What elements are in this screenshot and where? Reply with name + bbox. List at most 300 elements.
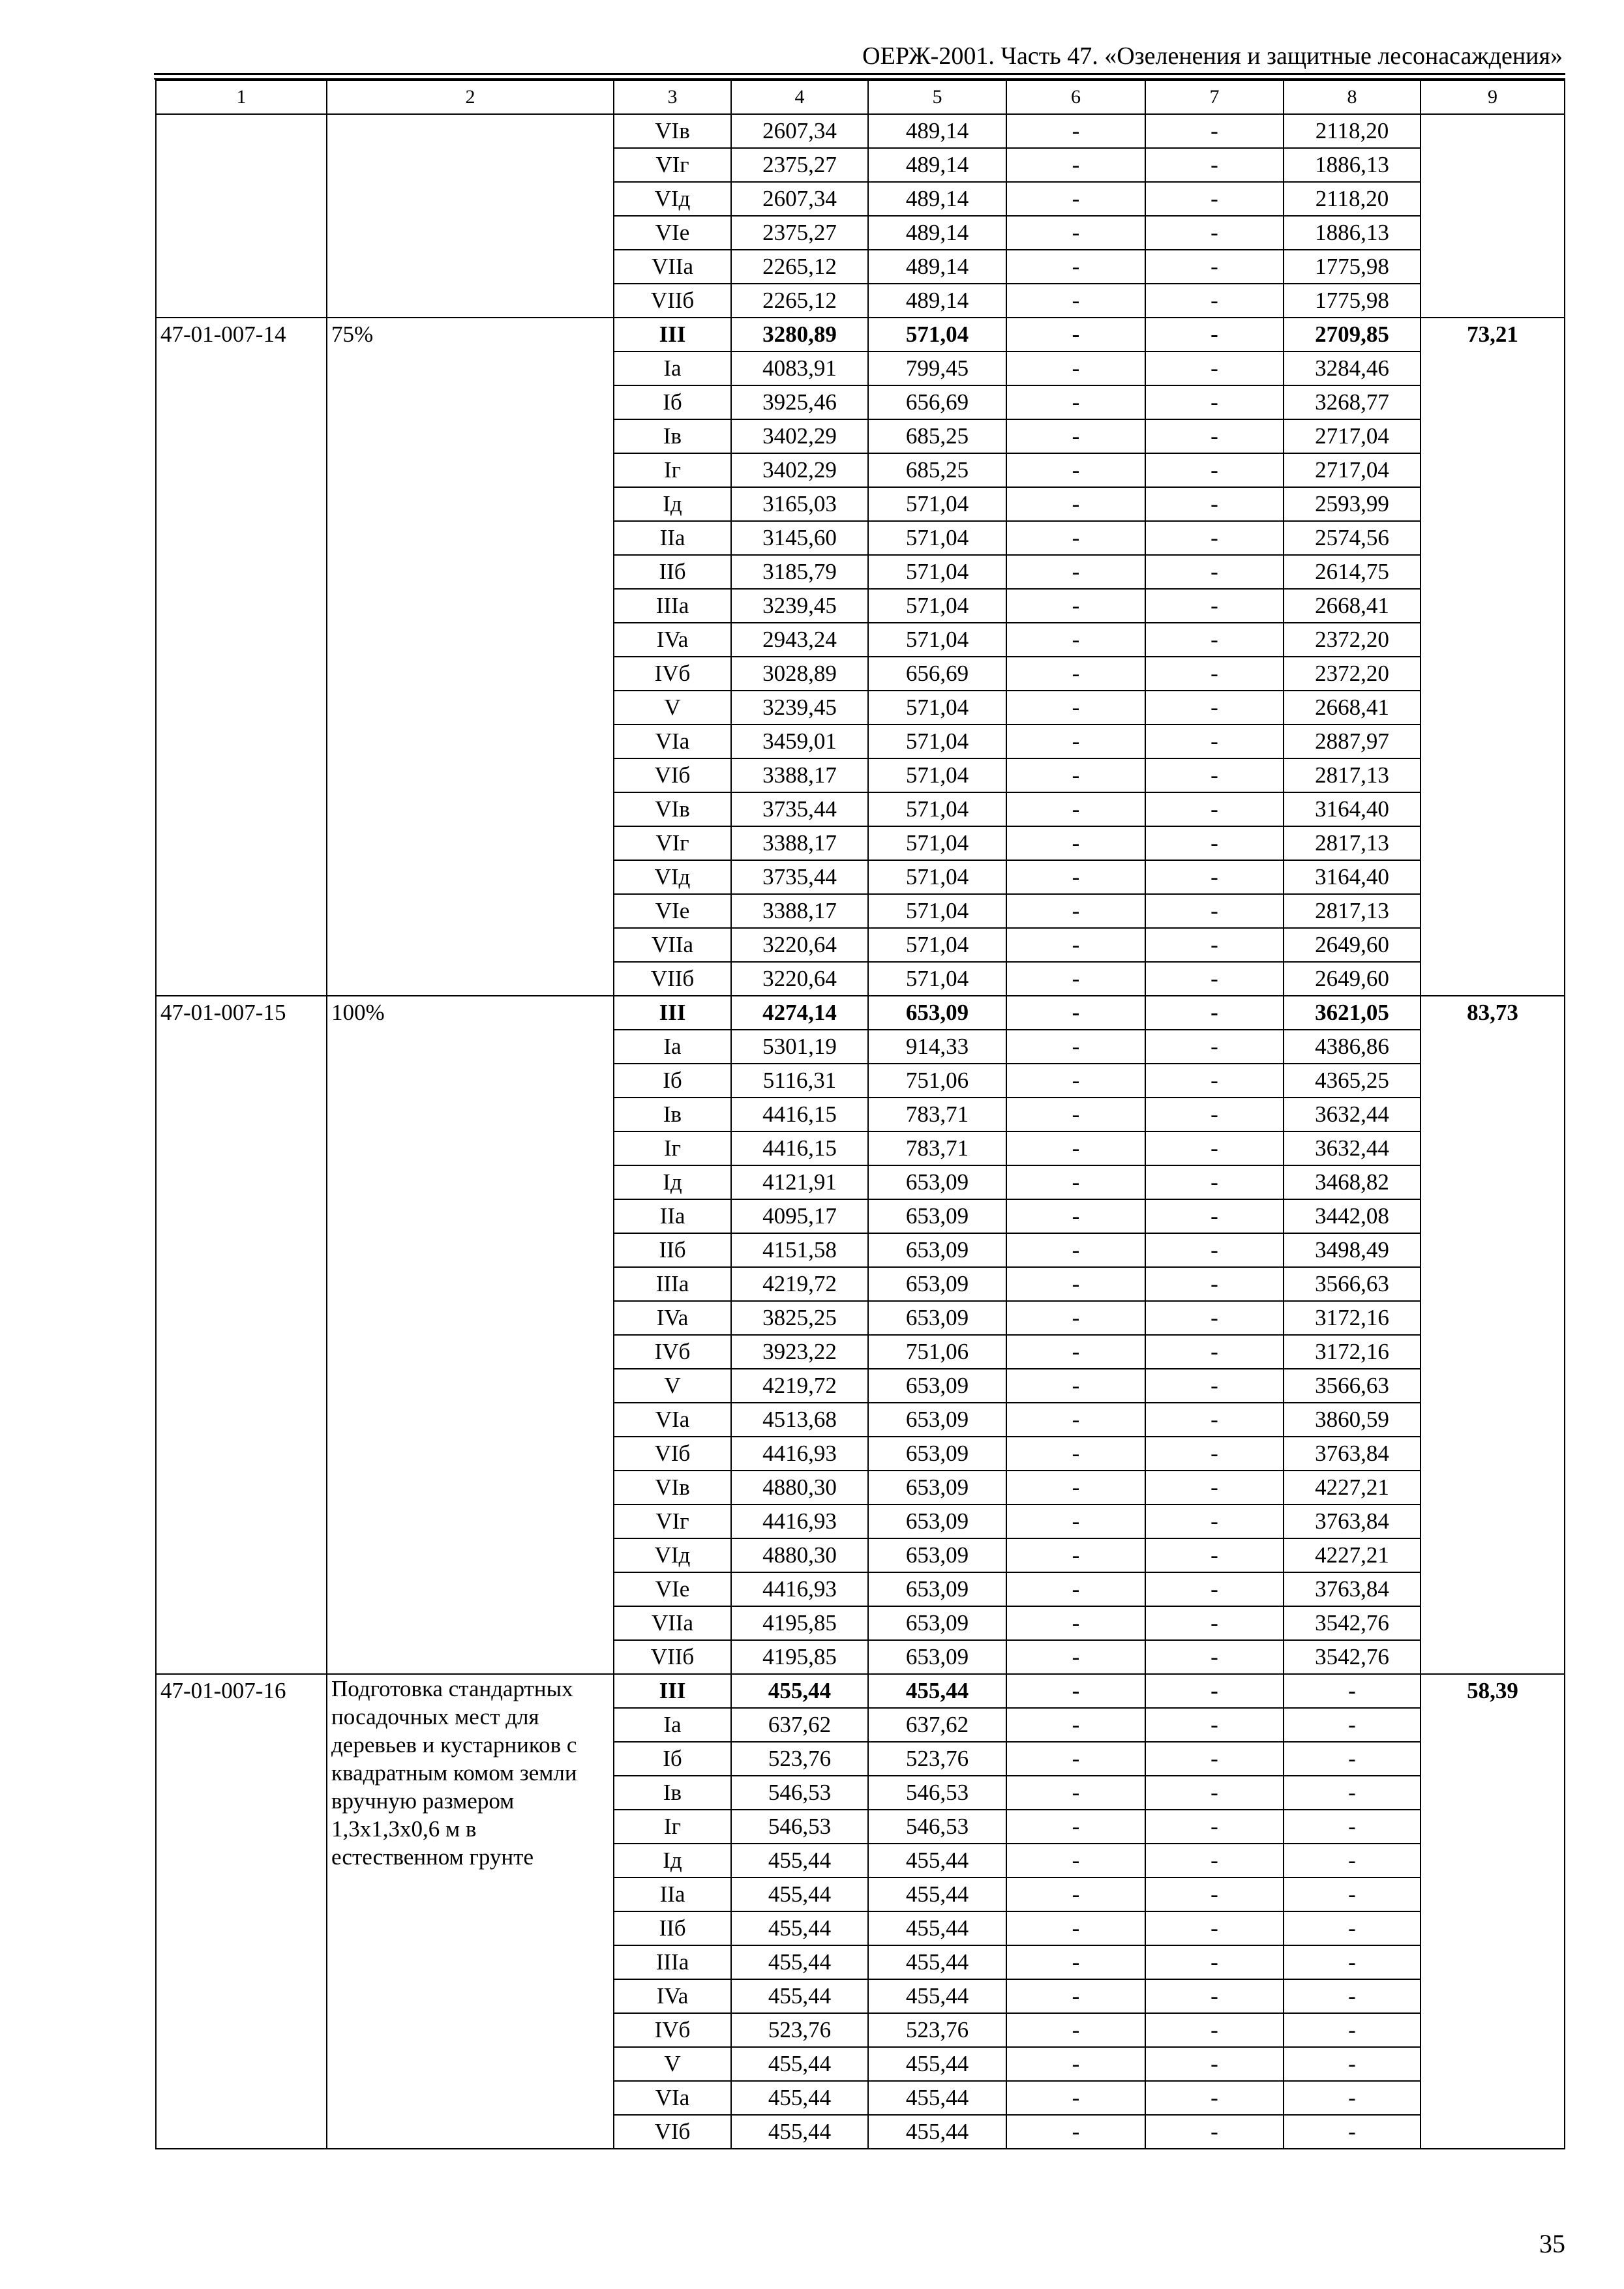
machines-cell: - [1006,385,1145,419]
materials-cell: 3542,76 [1284,1606,1421,1640]
zone-cell: VIг [614,826,731,860]
page-number: 35 [1539,2229,1565,2258]
column-number-cell: 2 [327,80,614,114]
driver-wages-cell: - [1145,2115,1284,2149]
zone-cell: VIв [614,114,731,148]
page-header: ОЕРЖ-2001. Часть 47. «Озеленения и защитные лесонасаждения» [862,42,1563,70]
total-cost-cell: 4219,72 [731,1369,868,1403]
machines-cell: - [1006,928,1145,962]
driver-wages-cell: - [1145,216,1284,250]
wages-cell: 637,62 [868,1708,1006,1742]
materials-cell: 3284,46 [1284,352,1421,385]
materials-cell: 2668,41 [1284,691,1421,725]
zone-cell: VIIa [614,928,731,962]
zone-cell: IVб [614,1335,731,1369]
zone-cell: VIб [614,758,731,792]
column-number-cell: 7 [1145,80,1284,114]
wages-cell: 653,09 [868,1369,1006,1403]
wages-cell: 546,53 [868,1810,1006,1844]
labor-cost-cell: 73,21 [1421,318,1565,996]
materials-cell: 4227,21 [1284,1538,1421,1572]
zone-cell: Iв [614,1098,731,1131]
zone-cell: Iд [614,1165,731,1199]
item-description: 75% [327,318,614,996]
machines-cell: - [1006,1199,1145,1233]
zone-cell: IIa [614,521,731,555]
materials-cell: 4227,21 [1284,1471,1421,1504]
machines-cell: - [1006,1606,1145,1640]
machines-cell: - [1006,1233,1145,1267]
zone-cell: IIб [614,555,731,589]
total-cost-cell: 4274,14 [731,996,868,1030]
materials-cell: - [1284,2047,1421,2081]
wages-cell: 455,44 [868,1674,1006,1708]
materials-cell: 2614,75 [1284,555,1421,589]
machines-cell: - [1006,487,1145,521]
wages-cell: 656,69 [868,657,1006,691]
total-cost-cell: 3239,45 [731,691,868,725]
materials-cell: 2593,99 [1284,487,1421,521]
column-number-cell: 3 [614,80,731,114]
wages-cell: 571,04 [868,521,1006,555]
total-cost-cell: 4121,91 [731,1165,868,1199]
materials-cell: 3621,05 [1284,996,1421,1030]
total-cost-cell: 3402,29 [731,453,868,487]
materials-cell: 2574,56 [1284,521,1421,555]
machines-cell: - [1006,1131,1145,1165]
column-number-cell: 6 [1006,80,1145,114]
zone-cell: Iд [614,1844,731,1878]
machines-cell: - [1006,860,1145,894]
zone-cell: IIa [614,1878,731,1911]
materials-cell: - [1284,2115,1421,2149]
machines-cell: - [1006,691,1145,725]
materials-cell: 1775,98 [1284,250,1421,284]
total-cost-cell: 4416,15 [731,1098,868,1131]
zone-cell: Iв [614,1776,731,1810]
materials-cell: - [1284,1878,1421,1911]
machines-cell: - [1006,419,1145,453]
wages-cell: 656,69 [868,385,1006,419]
driver-wages-cell: - [1145,182,1284,216]
driver-wages-cell: - [1145,1844,1284,1878]
driver-wages-cell: - [1145,148,1284,182]
driver-wages-cell: - [1145,1233,1284,1267]
materials-cell: 2817,13 [1284,826,1421,860]
machines-cell: - [1006,1742,1145,1776]
labor-cost-cell: 58,39 [1421,1674,1565,2149]
total-cost-cell: 546,53 [731,1776,868,1810]
machines-cell: - [1006,1165,1145,1199]
total-cost-cell: 3402,29 [731,419,868,453]
total-cost-cell: 3145,60 [731,521,868,555]
zone-cell: VIe [614,1572,731,1606]
materials-cell: - [1284,1810,1421,1844]
zone-cell: III [614,996,731,1030]
zone-cell: IIIa [614,1945,731,1979]
materials-cell: 3268,77 [1284,385,1421,419]
total-cost-cell: 2265,12 [731,284,868,318]
zone-cell: III [614,318,731,352]
zone-cell: VIe [614,894,731,928]
driver-wages-cell: - [1145,487,1284,521]
machines-cell: - [1006,657,1145,691]
machines-cell: - [1006,1369,1145,1403]
materials-cell: - [1284,1911,1421,1945]
driver-wages-cell: - [1145,1030,1284,1064]
wages-cell: 653,09 [868,1640,1006,1674]
materials-cell: 2372,20 [1284,623,1421,657]
zone-cell: VIд [614,182,731,216]
materials-cell: - [1284,1708,1421,1742]
wages-cell: 489,14 [868,216,1006,250]
driver-wages-cell: - [1145,1471,1284,1504]
driver-wages-cell: - [1145,1945,1284,1979]
table-row [156,318,1565,352]
driver-wages-cell: - [1145,996,1284,1030]
wages-cell: 546,53 [868,1776,1006,1810]
machines-cell: - [1006,1878,1145,1911]
materials-cell: 2817,13 [1284,894,1421,928]
materials-cell: - [1284,1979,1421,2013]
zone-cell: VIIa [614,1606,731,1640]
machines-cell: - [1006,521,1145,555]
zone-cell: VIг [614,1504,731,1538]
total-cost-cell: 3028,89 [731,657,868,691]
driver-wages-cell: - [1145,1640,1284,1674]
wages-cell: 653,09 [868,1403,1006,1437]
driver-wages-cell: - [1145,1199,1284,1233]
total-cost-cell: 2375,27 [731,216,868,250]
wages-cell: 799,45 [868,352,1006,385]
zone-cell: VIa [614,1403,731,1437]
machines-cell: - [1006,1640,1145,1674]
wages-cell: 571,04 [868,589,1006,623]
total-cost-cell: 455,44 [731,1911,868,1945]
wages-cell: 783,71 [868,1131,1006,1165]
materials-cell: 2717,04 [1284,453,1421,487]
header-rule [154,73,1565,75]
driver-wages-cell: - [1145,826,1284,860]
wages-cell: 455,44 [868,2115,1006,2149]
total-cost-cell: 2375,27 [731,148,868,182]
total-cost-cell: 455,44 [731,2081,868,2115]
driver-wages-cell: - [1145,2013,1284,2047]
materials-cell: 2717,04 [1284,419,1421,453]
materials-cell: 3172,16 [1284,1301,1421,1335]
column-number-cell: 4 [731,80,868,114]
machines-cell: - [1006,352,1145,385]
materials-cell: 3164,40 [1284,860,1421,894]
wages-cell: 571,04 [868,555,1006,589]
materials-cell: 3542,76 [1284,1640,1421,1674]
total-cost-cell: 4416,93 [731,1437,868,1471]
materials-cell: 2649,60 [1284,928,1421,962]
zone-cell: Ia [614,1030,731,1064]
wages-cell: 571,04 [868,962,1006,996]
machines-cell: - [1006,1776,1145,1810]
total-cost-cell: 523,76 [731,1742,868,1776]
driver-wages-cell: - [1145,1776,1284,1810]
machines-cell: - [1006,962,1145,996]
wages-cell: 489,14 [868,250,1006,284]
zone-cell: III [614,1674,731,1708]
zone-cell: VIд [614,860,731,894]
driver-wages-cell: - [1145,1878,1284,1911]
wages-cell: 571,04 [868,928,1006,962]
wages-cell: 571,04 [868,623,1006,657]
wages-cell: 571,04 [868,826,1006,860]
zone-cell: IVб [614,2013,731,2047]
machines-cell: - [1006,826,1145,860]
driver-wages-cell: - [1145,1131,1284,1165]
wages-cell: 653,09 [868,1606,1006,1640]
zone-cell: IIб [614,1233,731,1267]
wages-cell: 489,14 [868,182,1006,216]
materials-cell: 1775,98 [1284,284,1421,318]
driver-wages-cell: - [1145,1437,1284,1471]
total-cost-cell: 3165,03 [731,487,868,521]
wages-cell: 455,44 [868,1945,1006,1979]
driver-wages-cell: - [1145,1098,1284,1131]
machines-cell: - [1006,1403,1145,1437]
zone-cell: VIIб [614,962,731,996]
wages-cell: 653,09 [868,1471,1006,1504]
total-cost-cell: 546,53 [731,1810,868,1844]
zone-cell: VIд [614,1538,731,1572]
machines-cell: - [1006,114,1145,148]
total-cost-cell: 3185,79 [731,555,868,589]
driver-wages-cell: - [1145,1165,1284,1199]
driver-wages-cell: - [1145,1742,1284,1776]
wages-cell: 653,09 [868,1301,1006,1335]
materials-cell: 3566,63 [1284,1267,1421,1301]
materials-cell: 2649,60 [1284,962,1421,996]
item-description: Подготовка стандартных посадочных мест для деревьев и кустарников с квадратным комом земли вручную размером 1,3x1,3x0,6 м в естественном грунте [327,1674,614,2149]
wages-cell: 571,04 [868,691,1006,725]
machines-cell: - [1006,1098,1145,1131]
total-cost-cell: 4219,72 [731,1267,868,1301]
driver-wages-cell: - [1145,1403,1284,1437]
machines-cell: - [1006,758,1145,792]
machines-cell: - [1006,1437,1145,1471]
wages-cell: 571,04 [868,318,1006,352]
materials-cell: 3632,44 [1284,1131,1421,1165]
zone-cell: VIIб [614,1640,731,1674]
driver-wages-cell: - [1145,589,1284,623]
zone-cell: IVa [614,623,731,657]
item-code: 47-01-007-14 [156,318,327,996]
total-cost-cell: 2607,34 [731,182,868,216]
materials-cell: 2668,41 [1284,589,1421,623]
wages-cell: 653,09 [868,1437,1006,1471]
total-cost-cell: 3239,45 [731,589,868,623]
wages-cell: 653,09 [868,1199,1006,1233]
driver-wages-cell: - [1145,1674,1284,1708]
materials-cell: 2118,20 [1284,114,1421,148]
total-cost-cell: 3388,17 [731,758,868,792]
item-description [327,114,614,318]
wages-cell: 523,76 [868,1742,1006,1776]
machines-cell: - [1006,2013,1145,2047]
total-cost-cell: 3923,22 [731,1335,868,1369]
materials-cell: 3172,16 [1284,1335,1421,1369]
driver-wages-cell: - [1145,1267,1284,1301]
machines-cell: - [1006,1504,1145,1538]
total-cost-cell: 4416,93 [731,1504,868,1538]
total-cost-cell: 4195,85 [731,1640,868,1674]
zone-cell: IIa [614,1199,731,1233]
item-description: 100% [327,996,614,1674]
machines-cell: - [1006,2047,1145,2081]
total-cost-cell: 4151,58 [731,1233,868,1267]
wages-cell: 455,44 [868,2047,1006,2081]
machines-cell: - [1006,1301,1145,1335]
zone-cell: V [614,691,731,725]
zone-cell: Iг [614,1810,731,1844]
labor-cost-cell: 83,73 [1421,996,1565,1674]
materials-cell: 2372,20 [1284,657,1421,691]
machines-cell: - [1006,555,1145,589]
driver-wages-cell: - [1145,1810,1284,1844]
wages-cell: 653,09 [868,1165,1006,1199]
machines-cell: - [1006,1572,1145,1606]
column-number-cell: 9 [1421,80,1565,114]
zone-cell: VIг [614,148,731,182]
wages-cell: 653,09 [868,1572,1006,1606]
column-number-row [156,80,1565,114]
wages-cell: 653,09 [868,1267,1006,1301]
table-row [156,114,1565,148]
machines-cell: - [1006,2081,1145,2115]
driver-wages-cell: - [1145,1504,1284,1538]
zone-cell: IVa [614,1979,731,2013]
driver-wages-cell: - [1145,385,1284,419]
materials-cell: 3566,63 [1284,1369,1421,1403]
machines-cell: - [1006,996,1145,1030]
wages-cell: 571,04 [868,894,1006,928]
machines-cell: - [1006,1945,1145,1979]
item-code [156,114,327,318]
materials-cell: 3763,84 [1284,1572,1421,1606]
driver-wages-cell: - [1145,725,1284,758]
driver-wages-cell: - [1145,1606,1284,1640]
machines-cell: - [1006,1979,1145,2013]
item-code: 47-01-007-15 [156,996,327,1674]
total-cost-cell: 455,44 [731,2047,868,2081]
machines-cell: - [1006,1708,1145,1742]
zone-cell: VIб [614,2115,731,2149]
zone-cell: Iг [614,1131,731,1165]
zone-cell: VIa [614,2081,731,2115]
materials-cell: - [1284,1674,1421,1708]
materials-cell: 1886,13 [1284,148,1421,182]
wages-cell: 751,06 [868,1064,1006,1098]
driver-wages-cell: - [1145,419,1284,453]
total-cost-cell: 3388,17 [731,826,868,860]
total-cost-cell: 4083,91 [731,352,868,385]
total-cost-cell: 455,44 [731,2115,868,2149]
wages-cell: 489,14 [868,284,1006,318]
wages-cell: 455,44 [868,1979,1006,2013]
materials-cell: 3442,08 [1284,1199,1421,1233]
total-cost-cell: 523,76 [731,2013,868,2047]
wages-cell: 455,44 [868,1844,1006,1878]
total-cost-cell: 455,44 [731,1844,868,1878]
total-cost-cell: 5301,19 [731,1030,868,1064]
zone-cell: VIв [614,792,731,826]
zone-cell: Ia [614,1708,731,1742]
machines-cell: - [1006,792,1145,826]
wages-cell: 653,09 [868,1233,1006,1267]
zone-cell: VIe [614,216,731,250]
materials-cell: 3763,84 [1284,1504,1421,1538]
wages-cell: 571,04 [868,725,1006,758]
total-cost-cell: 5116,31 [731,1064,868,1098]
materials-cell: 4386,86 [1284,1030,1421,1064]
column-number-cell: 5 [868,80,1006,114]
materials-cell: 2118,20 [1284,182,1421,216]
zone-cell: Ia [614,352,731,385]
zone-cell: Iб [614,385,731,419]
machines-cell: - [1006,623,1145,657]
driver-wages-cell: - [1145,453,1284,487]
total-cost-cell: 4416,15 [731,1131,868,1165]
total-cost-cell: 2943,24 [731,623,868,657]
zone-cell: VIв [614,1471,731,1504]
total-cost-cell: 4513,68 [731,1403,868,1437]
machines-cell: - [1006,1674,1145,1708]
total-cost-cell: 2607,34 [731,114,868,148]
table-row [156,996,1565,1030]
machines-cell: - [1006,182,1145,216]
machines-cell: - [1006,318,1145,352]
total-cost-cell: 4880,30 [731,1471,868,1504]
machines-cell: - [1006,1844,1145,1878]
total-cost-cell: 3220,64 [731,928,868,962]
materials-cell: 3468,82 [1284,1165,1421,1199]
wages-cell: 653,09 [868,1504,1006,1538]
driver-wages-cell: - [1145,928,1284,962]
total-cost-cell: 455,44 [731,1878,868,1911]
machines-cell: - [1006,1471,1145,1504]
zone-cell: IVa [614,1301,731,1335]
driver-wages-cell: - [1145,860,1284,894]
total-cost-cell: 455,44 [731,1979,868,2013]
total-cost-cell: 4195,85 [731,1606,868,1640]
total-cost-cell: 2265,12 [731,250,868,284]
machines-cell: - [1006,453,1145,487]
zone-cell: IIIa [614,589,731,623]
zone-cell: Iд [614,487,731,521]
total-cost-cell: 3735,44 [731,792,868,826]
driver-wages-cell: - [1145,657,1284,691]
zone-cell: VIIб [614,284,731,318]
total-cost-cell: 3825,25 [731,1301,868,1335]
driver-wages-cell: - [1145,792,1284,826]
total-cost-cell: 3925,46 [731,385,868,419]
materials-cell: 3860,59 [1284,1403,1421,1437]
materials-cell: - [1284,1945,1421,1979]
machines-cell: - [1006,1030,1145,1064]
machines-cell: - [1006,1064,1145,1098]
materials-cell: 1886,13 [1284,216,1421,250]
driver-wages-cell: - [1145,2047,1284,2081]
driver-wages-cell: - [1145,352,1284,385]
wages-cell: 685,25 [868,453,1006,487]
driver-wages-cell: - [1145,1369,1284,1403]
total-cost-cell: 4880,30 [731,1538,868,1572]
